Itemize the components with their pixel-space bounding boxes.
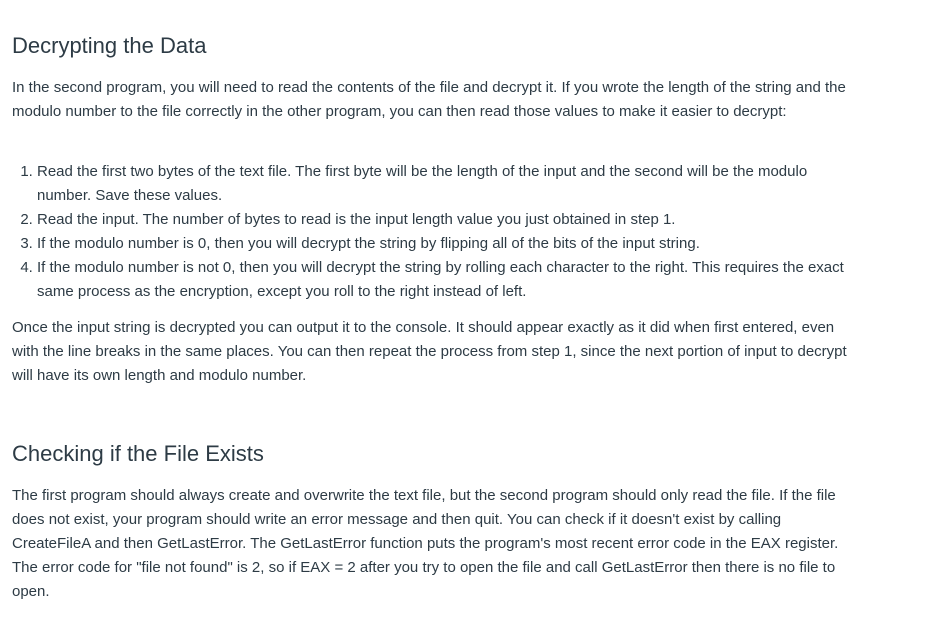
intro-paragraph: In the second program, you will need to read the contents of the file and decrypt it. If you wrote the length of the string and the modulo number to the file correctly in the other program, you can then read those values to make it easier to decrypt: bbox=[12, 79, 846, 120]
section-heading-decrypting: Decrypting the Data bbox=[12, 33, 207, 58]
steps-list bbox=[12, 160, 857, 304]
file-check-paragraph: The first program should always create and overwrite the text file, but the second program should only read the file. If the file does not exist, your program should write an error message and then quit. You can check if it doesn't exist by calling CreateFileA and then GetLastError. The GetLastError function puts the program's most recent error code in the EAX register. The error code for "file not found" is 2, so if EAX = 2 after you try to open the file and call GetLastError then there is no file to open. bbox=[12, 487, 839, 600]
list-item: 1. Read the first two bytes of the text file. The first byte will be the length of the input and the second will be the modulo number. Save these values. bbox=[37, 160, 857, 208]
closing-paragraph: Once the input string is decrypted you can output it to the console. It should appear exactly as it did when first entered, even with the line breaks in the same places. You can then repeat the process from step 1, since the next portion of input to decrypt will have its own length and modulo number. bbox=[12, 319, 847, 384]
section-heading-file-exists: Checking if the File Exists bbox=[12, 441, 264, 466]
list-item: 3. If the modulo number is 0, then you will decrypt the string by flipping all of the bits of the input string. bbox=[37, 232, 857, 256]
list-item: 2. Read the input. The number of bytes to read is the input length value you just obtained in step 1. bbox=[37, 208, 857, 232]
list-item: 4. If the modulo number is not 0, then you will decrypt the string by rolling each character to the right. This requires the exact same process as the encryption, except you roll to the right instead of left. bbox=[37, 256, 857, 304]
